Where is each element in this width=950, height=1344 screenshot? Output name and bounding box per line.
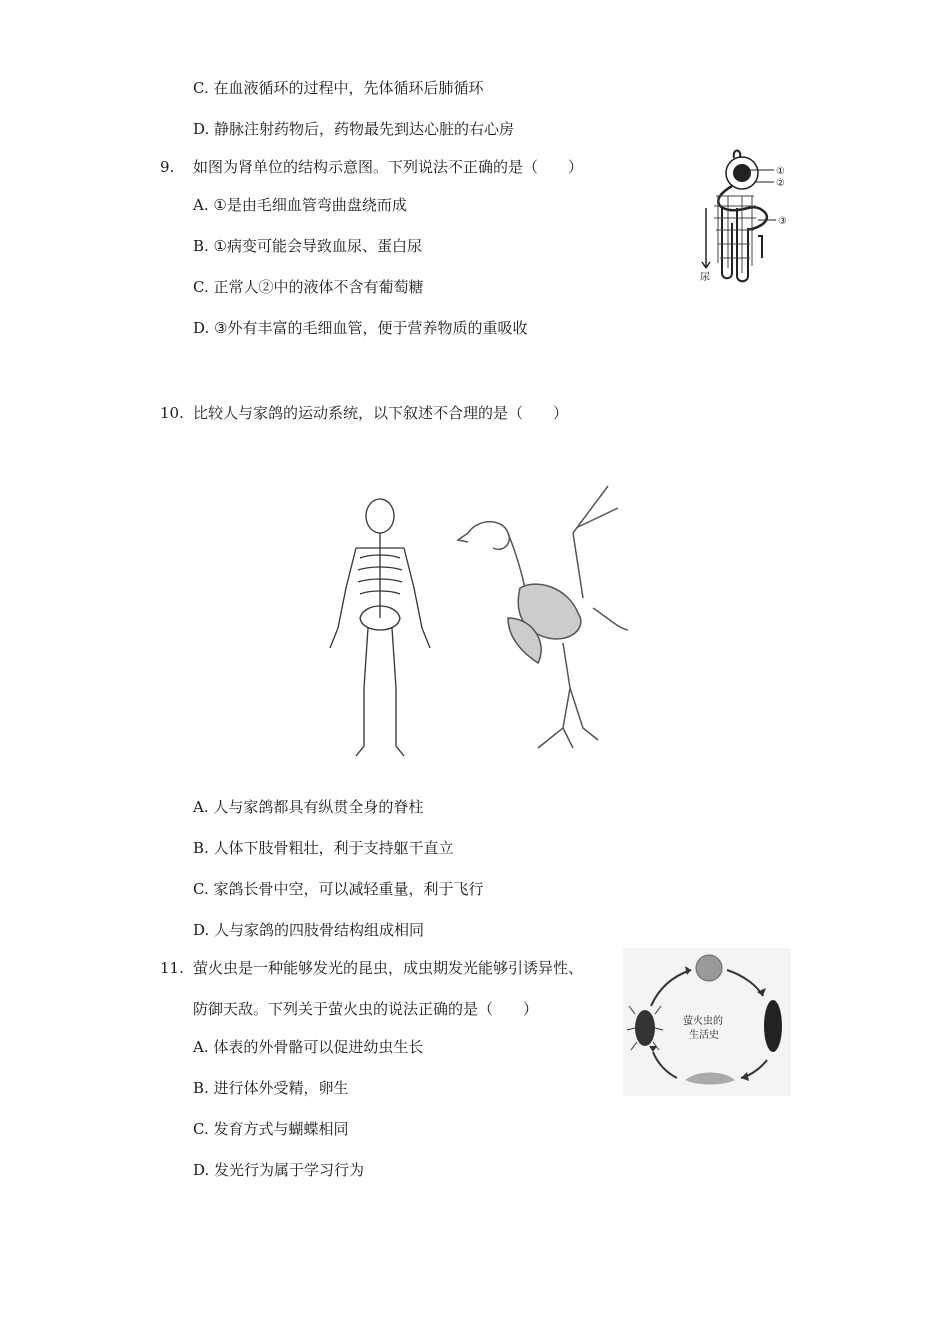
- q9-option-d: D. ③外有丰富的毛细血管，便于营养物质的重吸收: [193, 319, 528, 337]
- q9-option-c: C. 正常人②中的液体不含有葡萄糖: [193, 278, 424, 296]
- egg-icon: [696, 955, 722, 981]
- pigeon-skeleton-drawing: [458, 486, 628, 748]
- q11-stem-line1: 萤火虫是一种能够发光的昆虫，成虫期发光能够引诱异性、: [193, 959, 584, 977]
- q11-option-d: D. 发光行为属于学习行为: [193, 1161, 365, 1179]
- larva-icon: [764, 1000, 782, 1052]
- q10-stem: 比较人与家鸽的运动系统，以下叙述不合理的是（ ）: [193, 404, 569, 422]
- nephron-label-3: ③: [778, 216, 787, 227]
- lifecycle-caption-line1: 萤火虫的: [683, 1016, 723, 1027]
- q10-option-a: A. 人与家鸽都具有纵贯全身的脊柱: [193, 798, 424, 816]
- nephron-diagram: [692, 148, 822, 288]
- lifecycle-caption-line2: 生活史: [689, 1030, 719, 1041]
- q9-option-b: B. ①病变可能会导致血尿、蛋白尿: [193, 237, 423, 255]
- q10-number: 10.: [160, 404, 184, 422]
- human-skeleton-drawing: [330, 499, 430, 756]
- firefly-lifecycle-diagram: [623, 948, 791, 1096]
- skeleton-comparison-figure: [308, 478, 638, 770]
- adult-firefly-icon: [635, 1010, 655, 1046]
- q10-option-b: B. 人体下肢骨粗壮，利于支持躯干直立: [193, 839, 454, 857]
- q8-option-c: C. 在血液循环的过程中，先体循环后肺循环: [193, 79, 484, 97]
- q11-option-c: C. 发育方式与蝴蝶相同: [193, 1120, 349, 1138]
- q9-number: 9.: [160, 158, 175, 176]
- q11-stem-line2: 防御天敌。下列关于萤火虫的说法正确的是（ ）: [193, 1000, 539, 1018]
- q8-option-d: D. 静脉注射药物后，药物最先到达心脏的右心房: [193, 120, 515, 138]
- q11-option-a: A. 体表的外骨骼可以促进幼虫生长: [193, 1038, 424, 1056]
- q9-stem: 如图为肾单位的结构示意图。下列说法不正确的是（ ）: [193, 158, 584, 176]
- nephron-label-2: ②: [776, 178, 785, 189]
- nephron-label-urine: 尿: [700, 272, 710, 283]
- nephron-label-1: ①: [776, 166, 785, 177]
- q11-option-b: B. 进行体外受精，卵生: [193, 1079, 349, 1097]
- q9-option-a: A. ①是由毛细血管弯曲盘绕而成: [193, 196, 407, 214]
- q11-number: 11.: [160, 959, 184, 977]
- q10-option-c: C. 家鸽长骨中空，可以减轻重量，利于飞行: [193, 880, 484, 898]
- q10-option-d: D. 人与家鸽的四肢骨结构组成相同: [193, 921, 425, 939]
